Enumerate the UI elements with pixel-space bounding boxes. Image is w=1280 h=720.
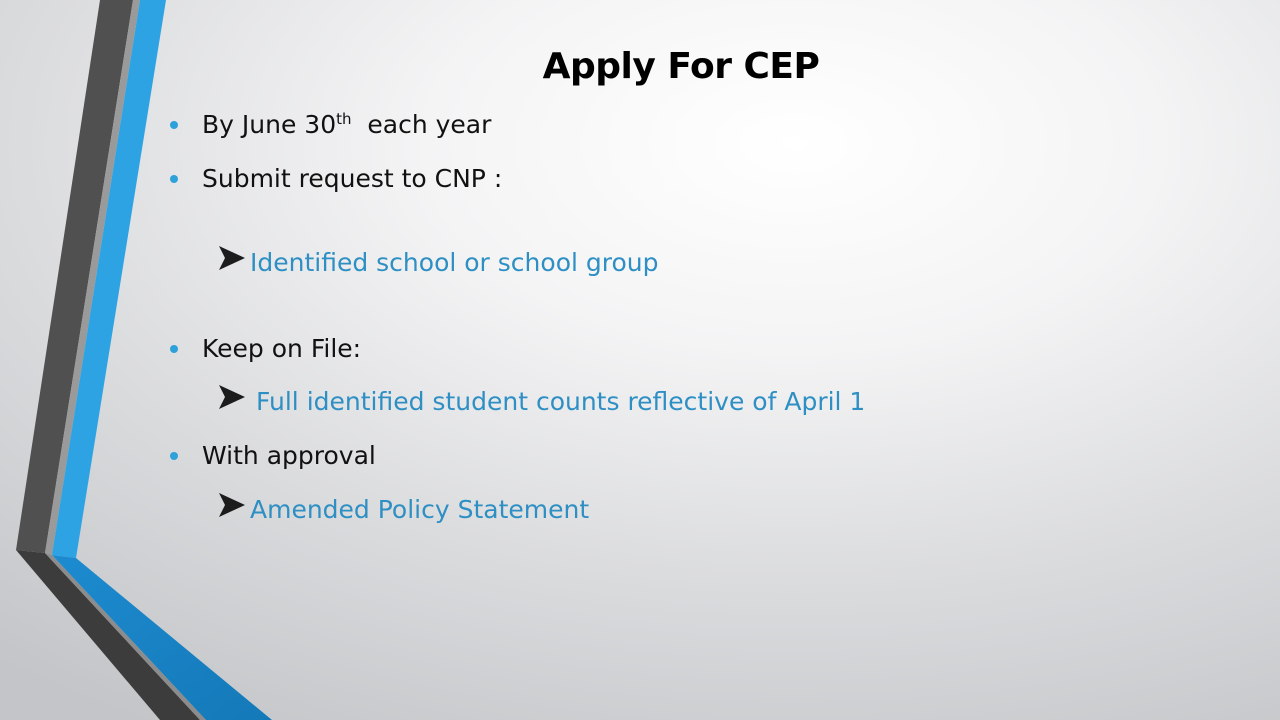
bullet-superscript: th bbox=[336, 110, 352, 128]
bullet-text: By June 30 bbox=[202, 110, 337, 139]
bullet-text: Submit request to CNP : bbox=[202, 164, 503, 193]
round-bullet-icon bbox=[170, 345, 178, 353]
slide-title: Apply For CEP bbox=[542, 46, 820, 87]
bullet-text: Keep on File: bbox=[202, 334, 362, 363]
arrowhead-bullet-icon bbox=[217, 382, 247, 412]
sub-item-text: Amended Policy Statement bbox=[250, 495, 590, 524]
arrowhead-bullet-icon bbox=[217, 490, 247, 520]
round-bullet-icon bbox=[170, 121, 178, 129]
bullet-suffix: each year bbox=[351, 110, 492, 139]
round-bullet-icon bbox=[170, 175, 178, 183]
sub-item-text: Full identified student counts reflective of April 1 bbox=[256, 387, 866, 416]
sub-item-text: Identified school or school group bbox=[250, 248, 659, 277]
lower-gray-stripe bbox=[45, 553, 206, 720]
bullet-text: With approval bbox=[202, 441, 376, 470]
lower-dark-stripe bbox=[16, 550, 200, 720]
round-bullet-icon bbox=[170, 452, 178, 460]
arrowhead-bullet-icon bbox=[217, 243, 247, 273]
